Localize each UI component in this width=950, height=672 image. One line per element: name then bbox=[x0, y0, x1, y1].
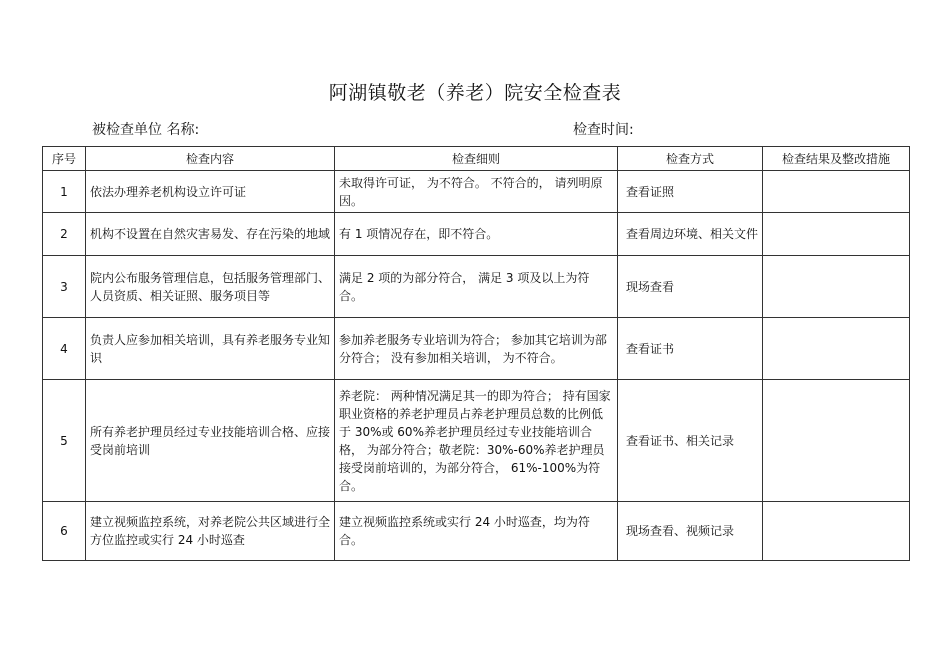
col-header-no: 序号 bbox=[43, 147, 86, 171]
row-detail: 有 1 项情况存在，即不符合。 bbox=[335, 213, 618, 256]
row-method: 查看证照 bbox=[618, 171, 763, 213]
row-number: 4 bbox=[43, 318, 86, 380]
row-result bbox=[763, 171, 910, 213]
row-content: 建立视频监控系统，对养老院公共区域进行全方位监控或实行 24 小时巡查 bbox=[86, 502, 335, 561]
inspection-time-label: 检查时间: bbox=[573, 122, 634, 138]
row-detail: 建立视频监控系统或实行 24 小时巡查，均为符合。 bbox=[335, 502, 618, 561]
row-result bbox=[763, 213, 910, 256]
row-content: 所有养老护理员经过专业技能培训合格、应接受岗前培训 bbox=[86, 380, 335, 502]
row-method: 查看周边环境、相关文件 bbox=[618, 213, 763, 256]
row-number: 5 bbox=[43, 380, 86, 502]
inspection-table bbox=[42, 146, 910, 561]
inspected-unit-label: 被检查单位 名称: bbox=[92, 122, 200, 138]
col-header-method: 检查方式 bbox=[618, 147, 763, 171]
row-detail: 参加养老服务专业培训为符合； 参加其它培训为部分符合； 没有参加相关培训， 为不符合。 bbox=[335, 318, 618, 380]
row-number: 6 bbox=[43, 502, 86, 561]
row-content: 院内公布服务管理信息，包括服务管理部门、人员资质、相关证照、服务项目等 bbox=[86, 256, 335, 318]
table-row bbox=[43, 213, 910, 256]
row-method: 现场查看 bbox=[618, 256, 763, 318]
row-content: 依法办理养老机构设立许可证 bbox=[86, 171, 335, 213]
row-result bbox=[763, 256, 910, 318]
row-content: 负责人应参加相关培训，具有养老服务专业知识 bbox=[86, 318, 335, 380]
row-number: 1 bbox=[43, 171, 86, 213]
row-method: 查看证书 bbox=[618, 318, 763, 380]
table-header-row bbox=[43, 147, 910, 171]
row-detail: 满足 2 项的为部分符合， 满足 3 项及以上为符合。 bbox=[335, 256, 618, 318]
col-header-content: 检查内容 bbox=[86, 147, 335, 171]
row-method: 查看证书、相关记录 bbox=[618, 380, 763, 502]
row-detail: 养老院： 两种情况满足其一的即为符合； 持有国家职业资格的养老护理员占养老护理员总数的比例低于 30%或 60%养老护理员经过专业技能培训合格， 为部分符合；敬老院：30%-60%养老护理员接受岗前培训的，为部分符合， 61%-100%为符合。 bbox=[335, 380, 618, 502]
table-row bbox=[43, 380, 910, 502]
col-header-detail: 检查细则 bbox=[335, 147, 618, 171]
table-row bbox=[43, 318, 910, 380]
document-title: 阿湖镇敬老（养老）院安全检查表 bbox=[328, 82, 622, 104]
col-header-result: 检查结果及整改措施 bbox=[763, 147, 910, 171]
row-detail: 未取得许可证， 为不符合。 不符合的， 请列明原因。 bbox=[335, 171, 618, 213]
table-row bbox=[43, 171, 910, 213]
row-number: 2 bbox=[43, 213, 86, 256]
row-result bbox=[763, 318, 910, 380]
row-result bbox=[763, 502, 910, 561]
row-number: 3 bbox=[43, 256, 86, 318]
row-method: 现场查看、视频记录 bbox=[618, 502, 763, 561]
table-row bbox=[43, 256, 910, 318]
row-result bbox=[763, 380, 910, 502]
row-content: 机构不设置在自然灾害易发、存在污染的地域 bbox=[86, 213, 335, 256]
table-row bbox=[43, 502, 910, 561]
